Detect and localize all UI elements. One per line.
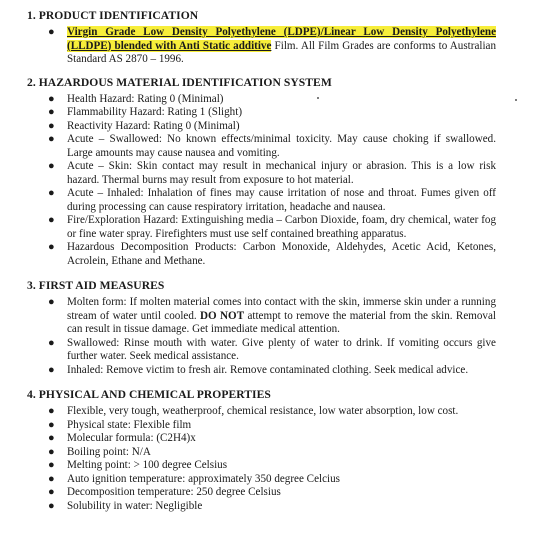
item-text: Health Hazard: Rating 0 (Minimal) xyxy=(67,92,224,105)
section-heading: 3. FIRST AID MEASURES xyxy=(27,279,165,292)
item-text: Auto ignition temperature: approximately 350 degree Celcius xyxy=(67,472,340,485)
item-text: Inhaled: Remove victim to fresh air. Remove contaminated clothing. Seek medical advice. xyxy=(67,363,469,376)
item-text: Solubility in water: Negligible xyxy=(67,499,203,512)
bullet-icon: ● xyxy=(48,418,55,431)
item-text: Molecular formula: (C2H4)x xyxy=(67,432,196,444)
list-item xyxy=(0,241,534,268)
bullet-icon: ● xyxy=(48,472,55,485)
section-physical-chemical xyxy=(0,388,534,513)
bullet-icon: ● xyxy=(48,133,55,145)
list-item xyxy=(0,419,534,433)
item-text: Flexible, very tough, weatherproof, chemical resistance, low water absorption, low cost. xyxy=(67,405,459,417)
bullet-icon: ● xyxy=(48,119,55,132)
section-heading: 1. PRODUCT IDENTIFICATION xyxy=(27,9,199,22)
bullet-icon: ● xyxy=(48,363,55,376)
bullet-icon: ● xyxy=(48,92,55,105)
section-heading: 2. HAZARDOUS MATERIAL IDENTIFICATION SYSTEM xyxy=(27,75,332,89)
bullet-icon: ● xyxy=(48,214,55,226)
bullet-list xyxy=(0,93,534,269)
section-first-aid xyxy=(0,279,534,377)
item-text: Acute – Inhaled: Inhalation of fines may cause irritation of nose and throat. Fumes given off during processing can cause respiratory irritation, headache and nausea. xyxy=(67,187,496,213)
bullet-icon: ● xyxy=(48,459,55,471)
item-text: attempt to remove the material from the skin. Removal can result in tissue damage. Get immediate medical attention. xyxy=(67,309,496,335)
bullet-icon: ● xyxy=(48,26,55,38)
item-text: Decomposition temperature: 250 degree Celsius xyxy=(67,486,281,498)
item-text: Reactivity Hazard: Rating 0 (Minimal) xyxy=(67,119,240,132)
list-item xyxy=(0,337,534,364)
bullet-icon: ● xyxy=(48,187,55,199)
item-text: Melting point: > 100 degree Celsius xyxy=(67,459,228,471)
list-item xyxy=(0,459,534,473)
bullet-icon: ● xyxy=(48,160,55,172)
list-item xyxy=(0,446,534,460)
list-item xyxy=(0,93,534,107)
list-item xyxy=(0,432,534,446)
highlighted-text: Virgin Grade Low Density Polyethylene (LDPE)/Linear Low Density Polyethylene (LLDPE) blended with Anti Static additive xyxy=(67,26,496,52)
bullet-list xyxy=(0,26,534,67)
bullet-icon: ● xyxy=(48,336,55,349)
section-hazard-identification xyxy=(0,76,534,269)
emphasis-text: DO NOT xyxy=(200,309,245,322)
bullet-icon: ● xyxy=(48,445,55,458)
list-item xyxy=(0,364,534,378)
list-item xyxy=(0,486,534,500)
list-item xyxy=(0,120,534,134)
bullet-icon: ● xyxy=(48,499,55,512)
list-item xyxy=(0,473,534,487)
bullet-icon: ● xyxy=(48,106,55,118)
item-text: Acute – Skin: Skin contact may result in mechanical injury or abrasion. This is a low risk hazard. Thermal burns may result from exposure to hot material. xyxy=(67,160,496,186)
item-text: Swallowed: Rinse mouth with water. Give plenty of water to drink. If vomiting occurs give further water. Seek medical assistance. xyxy=(67,336,496,362)
item-text: Physical state: Flexible film xyxy=(67,418,192,431)
item-text: Boiling point: N/A xyxy=(67,445,151,458)
list-item xyxy=(0,214,534,241)
item-text: Fire/Exploration Hazard: Extinguishing media – Carbon Dioxide, foam, dry chemical, water fog or fine water spray. Firefighters must use self contained breathing apparatus. xyxy=(67,214,496,240)
bullet-icon: ● xyxy=(48,296,55,308)
list-item xyxy=(0,160,534,187)
bullet-icon: ● xyxy=(48,486,55,498)
item-text: Hazardous Decomposition Products: Carbon Monoxide, Aldehydes, Acetic Acid, Ketones, Acrolein, Ethane and Methane. xyxy=(67,241,496,267)
list-item xyxy=(0,405,534,419)
bullet-icon: ● xyxy=(48,405,55,417)
scan-speck xyxy=(317,97,319,99)
list-item xyxy=(0,106,534,120)
list-item xyxy=(0,296,534,337)
list-item xyxy=(0,500,534,514)
item-text: Flammability Hazard: Rating 1 (Slight) xyxy=(67,106,243,118)
bullet-list xyxy=(0,296,534,377)
bullet-icon: ● xyxy=(48,432,55,444)
bullet-icon: ● xyxy=(48,241,55,253)
item-text: Film. All Film Grades are conforms to Australian Standard AS 2870 – 1996. xyxy=(67,39,497,65)
list-item xyxy=(0,187,534,214)
scan-speck xyxy=(515,99,517,101)
bullet-list xyxy=(0,405,534,513)
list-item xyxy=(0,26,534,67)
item-text: Molten form: If molten material comes into contact with the skin, immerse skin under a running stream of water until cooled. xyxy=(67,296,496,322)
list-item xyxy=(0,133,534,160)
section-product-identification xyxy=(0,9,534,67)
item-text: Acute – Swallowed: No known effects/minimal toxicity. May cause choking if swallowed. Large amounts may cause nausea and vomiting. xyxy=(67,133,496,159)
section-heading: 4. PHYSICAL AND CHEMICAL PROPERTIES xyxy=(27,388,271,401)
